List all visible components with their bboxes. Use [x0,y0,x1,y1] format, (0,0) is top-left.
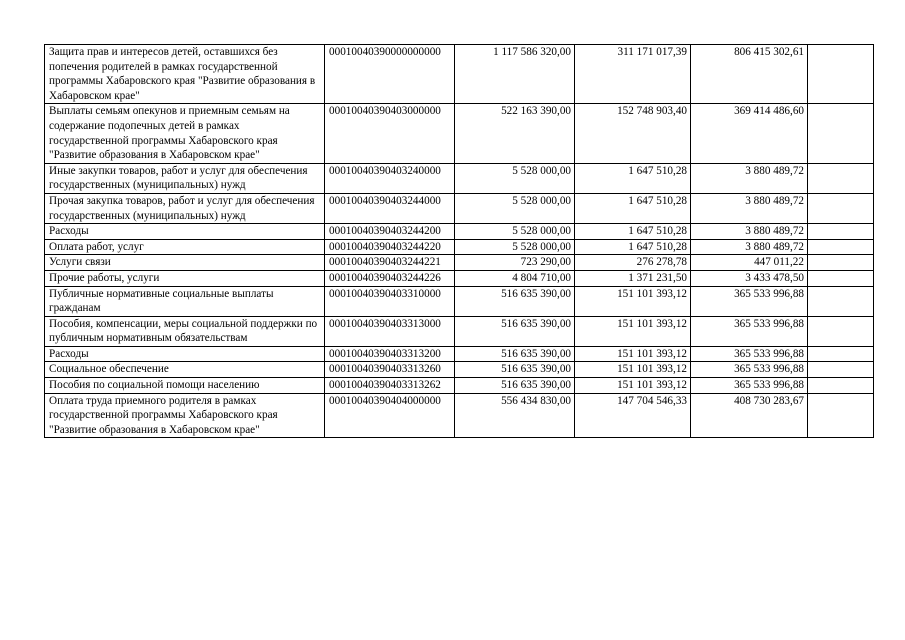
row-approved: 522 163 390,00 [455,104,575,163]
row-code: 00010040390403244221 [325,255,455,271]
table-row [45,255,874,271]
table-row [45,393,874,438]
table-row [45,378,874,394]
row-remaining: 365 533 996,88 [691,316,808,346]
row-empty-cell [808,316,874,346]
row-approved: 556 434 830,00 [455,393,575,438]
row-code: 00010040390403244000 [325,193,455,223]
table-row [45,362,874,378]
table-row [45,104,874,163]
table-row [45,193,874,223]
budget-table [44,44,874,438]
table-row [45,316,874,346]
row-executed: 151 101 393,12 [575,346,691,362]
table-row [45,45,874,104]
row-remaining: 365 533 996,88 [691,346,808,362]
row-empty-cell [808,104,874,163]
document-page [44,44,873,438]
row-name: Пособия, компенсации, меры социальной поддержки по публичным нормативным обязательствам [45,316,325,346]
row-remaining: 447 011,22 [691,255,808,271]
row-remaining: 806 415 302,61 [691,45,808,104]
row-code: 00010040390403000000 [325,104,455,163]
row-executed: 151 101 393,12 [575,378,691,394]
row-approved: 516 635 390,00 [455,378,575,394]
row-executed: 1 647 510,28 [575,163,691,193]
table-row [45,286,874,316]
row-remaining: 369 414 486,60 [691,104,808,163]
row-executed: 311 171 017,39 [575,45,691,104]
row-name: Социальное обеспечение [45,362,325,378]
row-executed: 152 748 903,40 [575,104,691,163]
row-executed: 151 101 393,12 [575,362,691,378]
row-name: Прочие работы, услуги [45,270,325,286]
row-approved: 1 117 586 320,00 [455,45,575,104]
row-empty-cell [808,346,874,362]
row-empty-cell [808,255,874,271]
row-remaining: 365 533 996,88 [691,286,808,316]
row-name: Публичные нормативные социальные выплаты гражданам [45,286,325,316]
table-row [45,270,874,286]
row-code: 00010040390403313262 [325,378,455,394]
row-remaining: 365 533 996,88 [691,362,808,378]
row-empty-cell [808,270,874,286]
row-empty-cell [808,45,874,104]
row-name: Выплаты семьям опекунов и приемным семьям на содержание подопечных детей в рамках государственной программы Хабаровского края "Развитие образования в Хабаровском крае" [45,104,325,163]
row-approved: 516 635 390,00 [455,286,575,316]
row-name: Оплата труда приемного родителя в рамках государственной программы Хабаровского края "Развитие образования в Хабаровском крае" [45,393,325,438]
row-approved: 516 635 390,00 [455,346,575,362]
row-name: Пособия по социальной помощи населению [45,378,325,394]
row-executed: 147 704 546,33 [575,393,691,438]
row-executed: 151 101 393,12 [575,316,691,346]
row-remaining: 408 730 283,67 [691,393,808,438]
row-name: Защита прав и интересов детей, оставшихся без попечения родителей в рамках государственной программы Хабаровского края "Развитие образования в Хабаровском крае" [45,45,325,104]
table-row [45,163,874,193]
row-code: 00010040390403240000 [325,163,455,193]
row-empty-cell [808,393,874,438]
row-approved: 5 528 000,00 [455,239,575,255]
row-executed: 276 278,78 [575,255,691,271]
row-name: Иные закупки товаров, работ и услуг для обеспечения государственных (муниципальных) нужд [45,163,325,193]
row-code: 00010040390403313000 [325,316,455,346]
row-executed: 1 647 510,28 [575,239,691,255]
row-approved: 5 528 000,00 [455,193,575,223]
row-remaining: 3 880 489,72 [691,239,808,255]
row-approved: 5 528 000,00 [455,163,575,193]
row-empty-cell [808,239,874,255]
row-approved: 4 804 710,00 [455,270,575,286]
table-row [45,239,874,255]
row-empty-cell [808,224,874,240]
row-empty-cell [808,286,874,316]
row-remaining: 3 880 489,72 [691,163,808,193]
row-executed: 1 371 231,50 [575,270,691,286]
table-row [45,224,874,240]
row-empty-cell [808,362,874,378]
row-approved: 723 290,00 [455,255,575,271]
row-empty-cell [808,378,874,394]
row-name: Расходы [45,224,325,240]
row-code: 00010040390403313260 [325,362,455,378]
row-empty-cell [808,163,874,193]
row-approved: 5 528 000,00 [455,224,575,240]
row-remaining: 365 533 996,88 [691,378,808,394]
row-empty-cell [808,193,874,223]
row-code: 00010040390403244220 [325,239,455,255]
row-name: Прочая закупка товаров, работ и услуг для обеспечения государственных (муниципальных) нужд [45,193,325,223]
row-code: 00010040390000000000 [325,45,455,104]
row-executed: 1 647 510,28 [575,193,691,223]
row-remaining: 3 880 489,72 [691,193,808,223]
row-name: Услуги связи [45,255,325,271]
row-approved: 516 635 390,00 [455,362,575,378]
row-approved: 516 635 390,00 [455,316,575,346]
row-name: Оплата работ, услуг [45,239,325,255]
row-code: 00010040390403244226 [325,270,455,286]
table-row [45,346,874,362]
row-remaining: 3 433 478,50 [691,270,808,286]
row-code: 00010040390403310000 [325,286,455,316]
row-code: 00010040390403313200 [325,346,455,362]
row-code: 00010040390403244200 [325,224,455,240]
row-name: Расходы [45,346,325,362]
row-code: 00010040390404000000 [325,393,455,438]
row-remaining: 3 880 489,72 [691,224,808,240]
row-executed: 1 647 510,28 [575,224,691,240]
row-executed: 151 101 393,12 [575,286,691,316]
